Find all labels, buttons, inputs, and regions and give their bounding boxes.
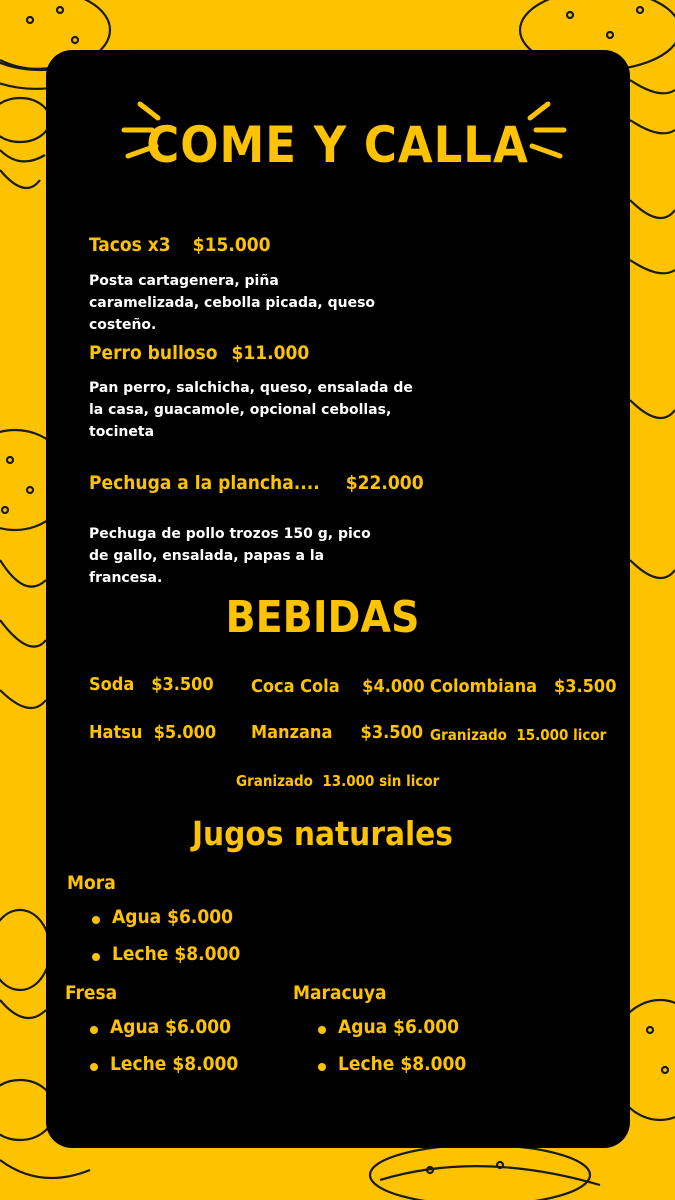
item-price: $11.000 — [231, 342, 310, 364]
item-description: Pechuga de pollo trozos 150 g, pico de gallo, ensalada, papas a la francesa. — [89, 526, 371, 586]
drink-colombiana: Colombiana $3.500 — [430, 676, 617, 697]
juices-heading: Jugos naturales — [191, 814, 453, 853]
juice-options-fresa — [88, 1016, 238, 1090]
juice-fruit-mora: Mora — [67, 872, 116, 894]
list-item: Agua $6.000 — [88, 1016, 238, 1053]
menu-item-tacos — [89, 234, 271, 256]
list-item: Leche $8.000 — [90, 943, 240, 980]
list-item: Agua $6.000 — [90, 906, 240, 943]
item-price: $15.000 — [192, 234, 271, 256]
juice-options-mora — [90, 906, 240, 980]
item-description: Posta cartagenera, piña caramelizada, cebolla picada, queso costeño. — [89, 273, 376, 333]
juice-options-maracuya — [316, 1016, 466, 1090]
menu-item-perro — [89, 342, 309, 364]
list-item: Leche $8.000 — [88, 1053, 238, 1090]
item-name: Perro bulloso — [89, 342, 218, 364]
item-price: $22.000 — [345, 472, 424, 494]
drink-soda: Soda $3.500 — [89, 674, 214, 695]
juice-fruit-fresa: Fresa — [65, 982, 118, 1004]
drinks-heading: BEBIDAS — [225, 592, 420, 643]
list-item: Agua $6.000 — [316, 1016, 466, 1053]
juice-fruit-maracuya: Maracuya — [293, 982, 387, 1004]
menu-item-pechuga — [89, 472, 424, 494]
drink-hatsu: Hatsu $5.000 — [89, 722, 217, 743]
drink-coca-cola: Coca Cola $4.000 — [251, 676, 425, 697]
drink-granizado-licor: Granizado 15.000 licor — [430, 726, 607, 744]
menu-title: COME Y CALLA — [146, 116, 529, 174]
drink-granizado-sin-licor: Granizado 13.000 sin licor — [236, 772, 440, 790]
list-item: Leche $8.000 — [316, 1053, 466, 1090]
item-name: Tacos x3 — [89, 234, 171, 256]
item-name: Pechuga a la plancha.... — [89, 472, 320, 494]
item-description: Pan perro, salchicha, queso, ensalada de la casa, guacamole, opcional cebollas, tocineta — [89, 380, 413, 440]
drink-manzana: Manzana $3.500 — [251, 722, 424, 743]
